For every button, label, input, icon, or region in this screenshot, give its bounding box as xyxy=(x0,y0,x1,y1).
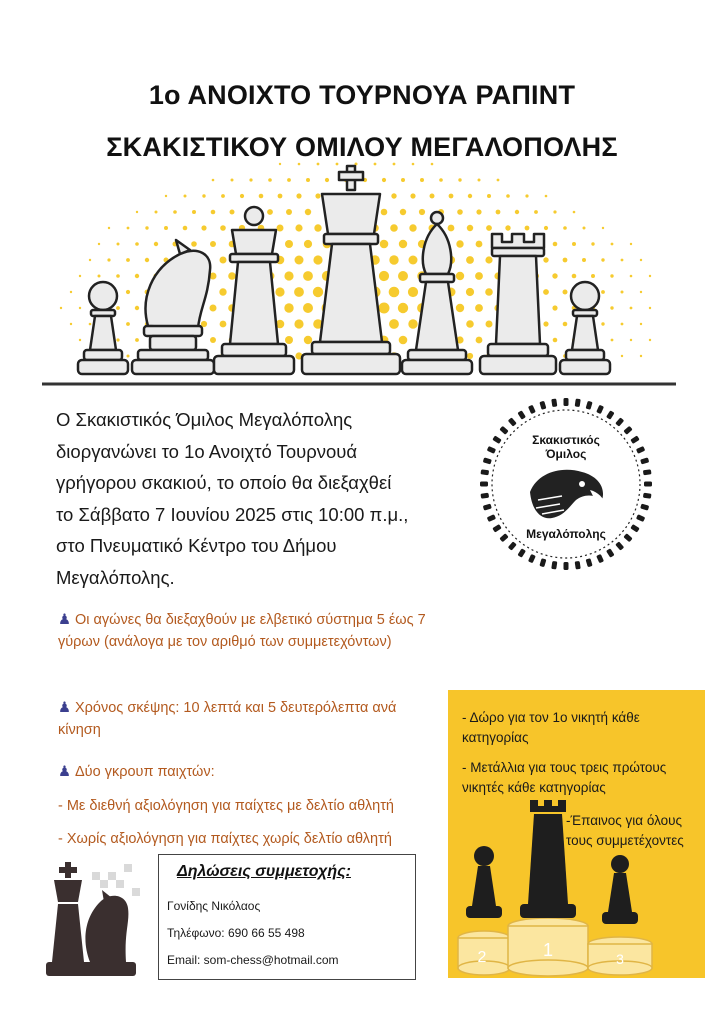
dot xyxy=(506,194,510,198)
dot xyxy=(267,209,273,215)
registration-box xyxy=(158,854,416,980)
dot xyxy=(259,194,264,199)
ring-piece-icon xyxy=(508,417,517,426)
dot xyxy=(515,210,519,214)
logo-text-3: Μεγαλόπολης xyxy=(526,527,606,541)
intro-text xyxy=(56,404,476,593)
dot xyxy=(284,303,293,312)
dot xyxy=(374,163,377,166)
dot xyxy=(220,257,227,264)
dot xyxy=(476,337,483,344)
dot xyxy=(287,178,291,182)
dot xyxy=(552,273,557,278)
dot xyxy=(79,275,81,277)
dot xyxy=(553,210,556,213)
ring-piece-icon xyxy=(480,469,489,475)
dot xyxy=(485,288,493,296)
dot xyxy=(284,271,293,280)
dot xyxy=(591,242,594,245)
knight-icon xyxy=(132,240,214,374)
dot xyxy=(313,255,322,264)
dot xyxy=(389,287,400,298)
dot xyxy=(621,259,624,262)
dot xyxy=(409,256,418,265)
dot xyxy=(306,178,310,182)
dot xyxy=(191,241,197,247)
dot xyxy=(126,290,130,294)
dot xyxy=(211,210,216,215)
dot xyxy=(136,211,138,213)
dot xyxy=(108,227,110,229)
chess-king-knight-icon xyxy=(44,862,148,980)
dot xyxy=(640,355,642,357)
dot xyxy=(390,224,398,232)
dot xyxy=(379,303,390,314)
dot xyxy=(553,338,558,343)
contact-email[interactable]: Email: som-chess@hotmail.com xyxy=(167,953,339,967)
dot xyxy=(419,209,425,215)
ring-piece-icon xyxy=(499,533,508,542)
ring-piece-icon xyxy=(539,558,546,567)
ring-piece-icon xyxy=(528,554,536,563)
ring-piece-icon xyxy=(623,533,632,542)
ring-piece-icon xyxy=(575,398,581,407)
ring-piece-icon xyxy=(630,524,639,533)
pawn-icon: ♟ xyxy=(58,764,71,780)
dot xyxy=(486,225,492,231)
dot xyxy=(545,195,548,198)
dot xyxy=(630,275,633,278)
dot xyxy=(544,226,548,230)
dot xyxy=(210,305,217,312)
ring-piece-icon xyxy=(636,446,645,454)
dot xyxy=(486,321,493,328)
dot xyxy=(476,241,483,248)
dot xyxy=(621,323,624,326)
dot xyxy=(640,323,642,325)
dot xyxy=(294,319,303,328)
ring-piece-icon xyxy=(596,405,604,414)
ring-piece-icon xyxy=(483,504,492,511)
dot xyxy=(630,339,632,341)
dot xyxy=(382,178,386,182)
dot xyxy=(389,319,399,329)
intro-line: το Σάββατο 7 Ιουνίου 2025 στις 10:00 π.μ., xyxy=(56,503,409,525)
dot xyxy=(401,178,405,182)
dot xyxy=(135,242,139,246)
ring-piece-icon xyxy=(499,426,508,435)
dot xyxy=(497,179,500,182)
dot xyxy=(304,336,312,344)
dot xyxy=(621,355,623,357)
dot xyxy=(285,240,293,248)
ring-piece-icon xyxy=(551,561,557,570)
dot xyxy=(154,242,158,246)
ring-piece-icon xyxy=(483,457,492,464)
ring-piece-icon xyxy=(517,548,526,557)
time-control xyxy=(58,697,438,741)
dot xyxy=(389,255,398,264)
dot xyxy=(591,274,595,278)
ring-piece-icon xyxy=(640,504,649,511)
rook-icon xyxy=(480,234,556,374)
dot xyxy=(393,163,396,166)
dot xyxy=(79,339,81,341)
dot xyxy=(155,211,158,214)
club-logo xyxy=(478,396,654,572)
dot xyxy=(525,226,530,231)
podium-number-1: 1 xyxy=(542,940,554,960)
group-rated: - Με διεθνή αξιολόγηση για παίχτες με δελτίο αθλητή xyxy=(58,798,394,814)
dot xyxy=(610,306,613,309)
dot xyxy=(601,258,604,261)
dot xyxy=(640,291,642,293)
dot xyxy=(563,322,568,327)
ring-piece-icon xyxy=(492,435,501,444)
group-unrated: - Χωρίς αξιολόγηση για παίχτες χωρίς δελτίο αθλητή xyxy=(58,831,392,847)
dot xyxy=(184,195,187,198)
dot xyxy=(456,304,464,312)
ring-piece-icon xyxy=(643,469,652,475)
dot xyxy=(458,178,461,181)
ring-piece-icon xyxy=(564,398,569,406)
ring-piece-icon xyxy=(623,426,632,435)
dot xyxy=(268,178,272,182)
chess-pieces-illustration xyxy=(40,158,680,390)
dot xyxy=(98,275,101,278)
dot xyxy=(173,210,177,214)
dot xyxy=(135,274,139,278)
dot xyxy=(89,259,91,261)
dot xyxy=(325,178,329,182)
tournament-system xyxy=(58,609,438,653)
dot xyxy=(573,211,576,214)
dot xyxy=(315,193,320,198)
ring-piece-icon xyxy=(480,493,489,499)
ring-piece-icon xyxy=(539,401,546,410)
dot xyxy=(412,163,415,166)
dot xyxy=(409,224,416,231)
dot xyxy=(430,194,435,199)
ring-piece-icon xyxy=(528,405,536,414)
dot xyxy=(230,210,235,215)
dot xyxy=(476,209,481,214)
dot xyxy=(286,209,292,215)
dot xyxy=(70,291,72,293)
dot xyxy=(381,209,388,216)
ring-piece-icon xyxy=(643,493,652,499)
dot xyxy=(601,290,605,294)
time-control-text: Χρόνος σκέψης: 10 λεπτά και 5 δευτερόλεπτα ανά κίνηση xyxy=(58,700,397,738)
contact-phone: Τηλέφωνο: 690 66 55 498 xyxy=(167,926,305,940)
dot xyxy=(201,225,206,230)
dot xyxy=(630,307,633,310)
dot xyxy=(212,179,215,182)
dot xyxy=(231,179,234,182)
dot xyxy=(611,243,614,246)
dot xyxy=(439,178,443,182)
dot xyxy=(303,303,313,313)
pawn-icon xyxy=(78,282,128,374)
dot xyxy=(145,226,148,229)
dot xyxy=(145,258,149,262)
ring-piece-icon xyxy=(564,562,569,570)
ring-piece-icon xyxy=(551,398,557,407)
dot xyxy=(468,194,472,198)
dot xyxy=(278,194,283,199)
dot xyxy=(431,163,434,166)
dot xyxy=(220,321,227,328)
ring-piece-icon xyxy=(596,554,604,563)
dot xyxy=(117,243,120,246)
groups-title xyxy=(58,761,438,783)
dot xyxy=(380,240,389,249)
ring-piece-icon xyxy=(586,558,593,567)
dot xyxy=(221,194,225,198)
ring-piece-icon xyxy=(487,446,496,454)
dot xyxy=(277,225,284,232)
dot xyxy=(116,274,120,278)
system-text: Οι αγώνες θα διεξαχθούν με ελβετικό σύστημα 5 έως 7 γύρων (ανάλογα με τον αριθμό των συμμετεχόντων) xyxy=(58,612,426,650)
prizes-box xyxy=(448,690,705,978)
ring-piece-icon xyxy=(575,561,581,570)
dot xyxy=(60,307,62,309)
dot xyxy=(135,306,139,310)
dot xyxy=(298,163,301,166)
dot xyxy=(294,287,304,297)
dot xyxy=(249,178,252,181)
dot xyxy=(602,227,604,229)
pawn-icon xyxy=(602,855,638,924)
dot xyxy=(399,240,407,248)
dot xyxy=(543,257,548,262)
dot xyxy=(126,258,130,262)
dot xyxy=(127,227,130,230)
dot xyxy=(563,226,567,230)
dot xyxy=(164,226,168,230)
dot xyxy=(563,290,568,295)
dot xyxy=(582,258,586,262)
dot xyxy=(275,287,284,296)
dot xyxy=(98,243,100,245)
ring-piece-icon xyxy=(517,410,526,419)
dot xyxy=(610,274,613,277)
dot xyxy=(572,242,576,246)
ring-piece-icon xyxy=(480,482,488,487)
ring-piece-icon xyxy=(644,482,652,487)
dot xyxy=(487,194,491,198)
dot xyxy=(449,194,454,199)
dot xyxy=(457,209,463,215)
dot xyxy=(456,272,464,280)
dot xyxy=(467,353,473,359)
dot xyxy=(107,258,110,261)
groups-title-text: Δύο γκρουπ παιχτών: xyxy=(75,764,215,780)
prize-praise: -Έπαινος για όλους τους συμμετέχοντες xyxy=(566,813,684,848)
dot xyxy=(583,227,586,230)
dot xyxy=(553,242,558,247)
dot xyxy=(398,303,408,313)
dot xyxy=(630,243,632,245)
dot xyxy=(219,288,226,295)
dot xyxy=(336,163,339,166)
dot xyxy=(466,320,474,328)
dot xyxy=(496,210,501,215)
dot xyxy=(408,319,417,328)
dot xyxy=(398,271,408,281)
ring-piece-icon xyxy=(492,524,501,533)
dot xyxy=(379,271,389,281)
dot xyxy=(210,337,216,343)
dot xyxy=(314,224,321,231)
podium-number-3: 3 xyxy=(616,951,624,967)
dot xyxy=(611,339,614,342)
ring-piece-icon xyxy=(640,457,649,464)
dot xyxy=(279,163,281,165)
dot xyxy=(220,225,226,231)
dot xyxy=(116,306,120,310)
dot xyxy=(210,241,216,247)
dot xyxy=(478,179,481,182)
title-line-2: ΣΚΑΚΙΣΤΙΚΟΥ ΟΜΙΛΟΥ ΜΕΓΑΛΟΠΟΛΗΣ xyxy=(106,132,618,162)
dot xyxy=(313,287,323,297)
intro-line: γρήγορου σκακιού, το οποίο θα διεξαχθεί xyxy=(56,472,392,493)
prize-medals: - Μετάλλια για τους τρεις πρώτους νικητές κάθε κατηγορίας xyxy=(462,760,667,795)
dot xyxy=(295,224,302,231)
contact-name: Γονίδης Νικόλαος xyxy=(167,899,261,913)
podium xyxy=(458,918,652,976)
dot xyxy=(448,225,455,232)
ring-piece-icon xyxy=(487,514,496,522)
dot xyxy=(79,307,81,309)
podium-number-2: 2 xyxy=(477,949,487,966)
dot xyxy=(303,271,313,281)
dot xyxy=(400,209,406,215)
dot xyxy=(649,339,651,341)
dot xyxy=(475,272,483,280)
dot xyxy=(601,322,604,325)
dot xyxy=(317,163,320,166)
dot xyxy=(295,256,304,265)
pawn-icon xyxy=(466,846,502,918)
pawn-icon: ♟ xyxy=(58,612,71,628)
intro-line: Ο Σκακιστικός Όμιλος Μεγαλόπολης xyxy=(56,409,353,430)
dot xyxy=(399,336,408,345)
ring-piece-icon xyxy=(615,541,624,550)
dot xyxy=(135,338,139,342)
ring-piece-icon xyxy=(630,435,639,444)
dot xyxy=(240,194,244,198)
intro-line: διοργανώνει το 1ο Ανοιχτό Τουρνουά xyxy=(56,440,358,462)
title-line-1: 1ο ΑΝΟΙΧΤΟ ΤΟΥΡΝΟΥΑ ΡΑΠΙΝΤ xyxy=(148,80,576,110)
dot xyxy=(467,225,473,231)
eagle-icon xyxy=(530,470,606,519)
dot xyxy=(285,336,293,344)
ring-piece-icon xyxy=(586,401,593,410)
dot xyxy=(475,304,483,312)
dot xyxy=(228,272,236,280)
dot xyxy=(485,256,492,263)
dot xyxy=(572,274,577,279)
dot xyxy=(183,226,188,231)
intro-line: στο Πνευματικό Κέντρο του Δήμου xyxy=(56,535,337,556)
dot xyxy=(552,305,557,310)
dot xyxy=(391,193,396,198)
ring-piece-icon xyxy=(508,541,517,550)
ring-piece-icon xyxy=(615,417,624,426)
logo-text-2: Όμιλος xyxy=(545,447,587,461)
dot xyxy=(192,210,196,214)
dot xyxy=(127,355,130,358)
dot xyxy=(126,322,130,326)
dot xyxy=(408,287,418,297)
dot xyxy=(466,288,474,296)
pawn-icon xyxy=(560,282,610,374)
dot xyxy=(649,307,651,309)
dot xyxy=(89,323,92,326)
logo-text-1: Σκακιστικός xyxy=(532,433,600,447)
dot xyxy=(466,256,474,264)
pawn-icon: ♟ xyxy=(58,700,71,716)
dot xyxy=(649,275,651,277)
intro-line: Μεγαλόπολης. xyxy=(56,566,175,588)
prize-gift: - Δώρο για τον 1ο νικητή κάθε κατηγορίας xyxy=(462,710,640,745)
dot xyxy=(202,194,205,197)
dot xyxy=(410,193,415,198)
dot xyxy=(621,291,624,294)
ring-piece-icon xyxy=(606,410,615,419)
dot xyxy=(534,210,538,214)
dot xyxy=(165,195,167,197)
ring-piece-icon xyxy=(606,548,615,557)
dot xyxy=(305,209,311,215)
dot xyxy=(70,323,72,325)
dot xyxy=(304,240,312,248)
dot xyxy=(456,240,463,247)
dot xyxy=(543,289,549,295)
registration-title: Δηλώσεις συμμετοχής: xyxy=(177,863,351,880)
dot xyxy=(525,194,528,197)
dot xyxy=(543,321,548,326)
dot xyxy=(640,259,642,261)
ring-piece-icon xyxy=(636,514,645,522)
dot xyxy=(116,338,119,341)
dot xyxy=(296,193,301,198)
dot xyxy=(420,178,424,182)
dot xyxy=(563,258,568,263)
dot xyxy=(505,225,510,230)
